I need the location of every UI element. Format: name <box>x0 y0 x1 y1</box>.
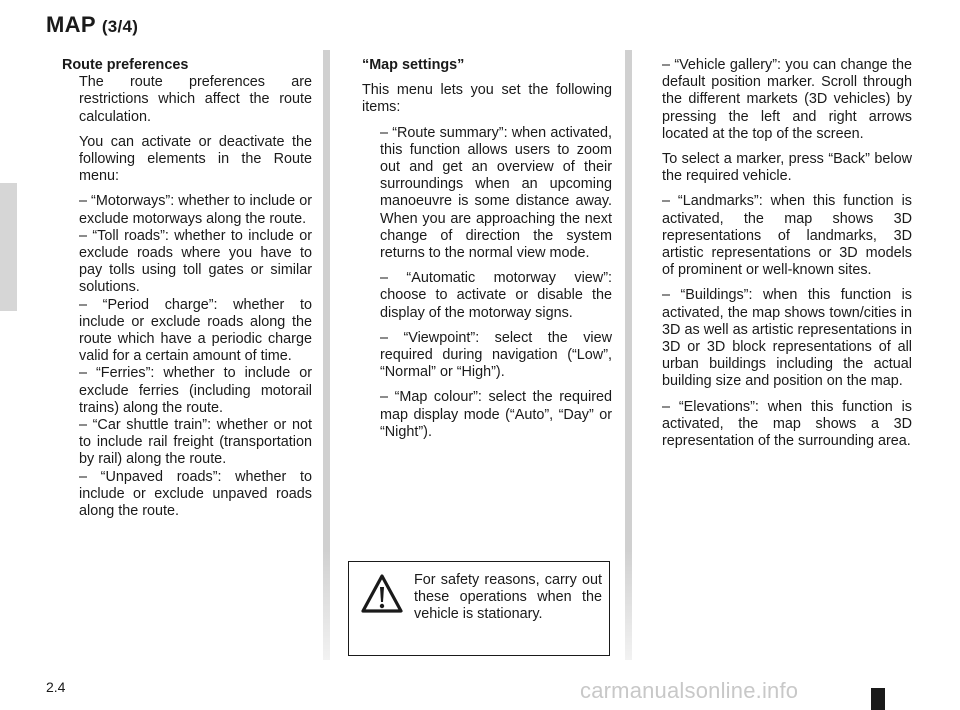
safety-warning-box <box>348 561 610 656</box>
page-title <box>46 12 138 38</box>
page-title-text: MAP <box>46 12 96 37</box>
list-item: – “Car shuttle train”: whether or not to include rail freight (transportation by rail) along the route. <box>79 417 312 468</box>
list-item: – “Landmarks”: when this function is activated, the map shows 3D representations of landmarks, 3D artistic representations or 3D models of prominent or well-known sites. <box>662 193 912 279</box>
list-item: – “Map colour”: select the required map display mode (“Auto”, “Day” or “Night”). <box>380 389 612 440</box>
column-divider-1 <box>323 50 330 660</box>
list-item: – “Ferries”: whether to include or exclude ferries (including motorail trains) along the route. <box>79 365 312 416</box>
list-item: – “Automatic motorway view”: choose to activate or disable the display of the motorway signs. <box>380 270 612 321</box>
list-item: – “Vehicle gallery”: you can change the default position marker. Scroll through the different markets (3D vehicles) by pressing the left and right arrows located at the top of the screen. <box>662 57 912 142</box>
list-item: – “Buildings”: when this function is activated, the map shows town/cities in 3D as well as artistic representations in 3D or 3D block representations of all urban buildings including the actual building size and position on the map. <box>662 287 912 390</box>
list-item: – “Toll roads”: whether to include or exclude roads where you have to pay tolls using toll gates or similar solutions. <box>79 227 312 296</box>
list-item: – “Period charge”: whether to include or exclude roads along the route which have a periodic charge valid for a certain amount of time. <box>79 296 312 365</box>
warning-triangle-icon <box>361 574 403 614</box>
section-tab <box>0 183 17 311</box>
page-title-part: (3/4) <box>101 17 139 36</box>
column-map-settings <box>362 57 612 449</box>
list-item: – “Motorways”: whether to include or exclude motorways along the route. <box>79 193 312 227</box>
paragraph: You can activate or deactivate the following elements in the Route menu: <box>79 133 312 185</box>
list-item: – “Elevations”: when this function is activated, the map shows a 3D representation of the surrounding area. <box>662 398 912 450</box>
page-edge-mark <box>871 688 885 710</box>
column-divider-2 <box>625 50 632 660</box>
paragraph: To select a marker, press “Back” below the required vehicle. <box>662 151 912 185</box>
paragraph: The route preferences are restrictions which affect the route calculation. <box>79 74 312 125</box>
section-heading-map-settings: “Map settings” <box>362 57 465 73</box>
column-display-options <box>662 57 912 458</box>
page-number: 2.4 <box>46 679 66 695</box>
paragraph: This menu lets you set the following items: <box>362 82 612 116</box>
list-item: – “Unpaved roads”: whether to include or exclude unpaved roads along the route. <box>79 468 312 520</box>
safety-warning-text: For safety reasons, carry out these operations when the vehicle is stationary. <box>414 572 602 623</box>
route-preferences-body <box>62 74 312 520</box>
watermark: carmanualsonline.info <box>580 678 799 703</box>
list-item: – “Viewpoint”: select the view required during navigation (“Low”, “Normal” or “High”). <box>380 329 612 381</box>
column-route-preferences <box>62 57 312 520</box>
map-settings-list <box>362 125 612 441</box>
list-item: – “Route summary”: when activated, this function allows users to zoom out and get an overview of their surroundings when an upcoming manoeuvre is some distance away. When you are approaching the next change of direction the system returns to the normal view mode. <box>380 124 612 262</box>
section-heading-route-preferences: Route preferences <box>62 57 189 73</box>
